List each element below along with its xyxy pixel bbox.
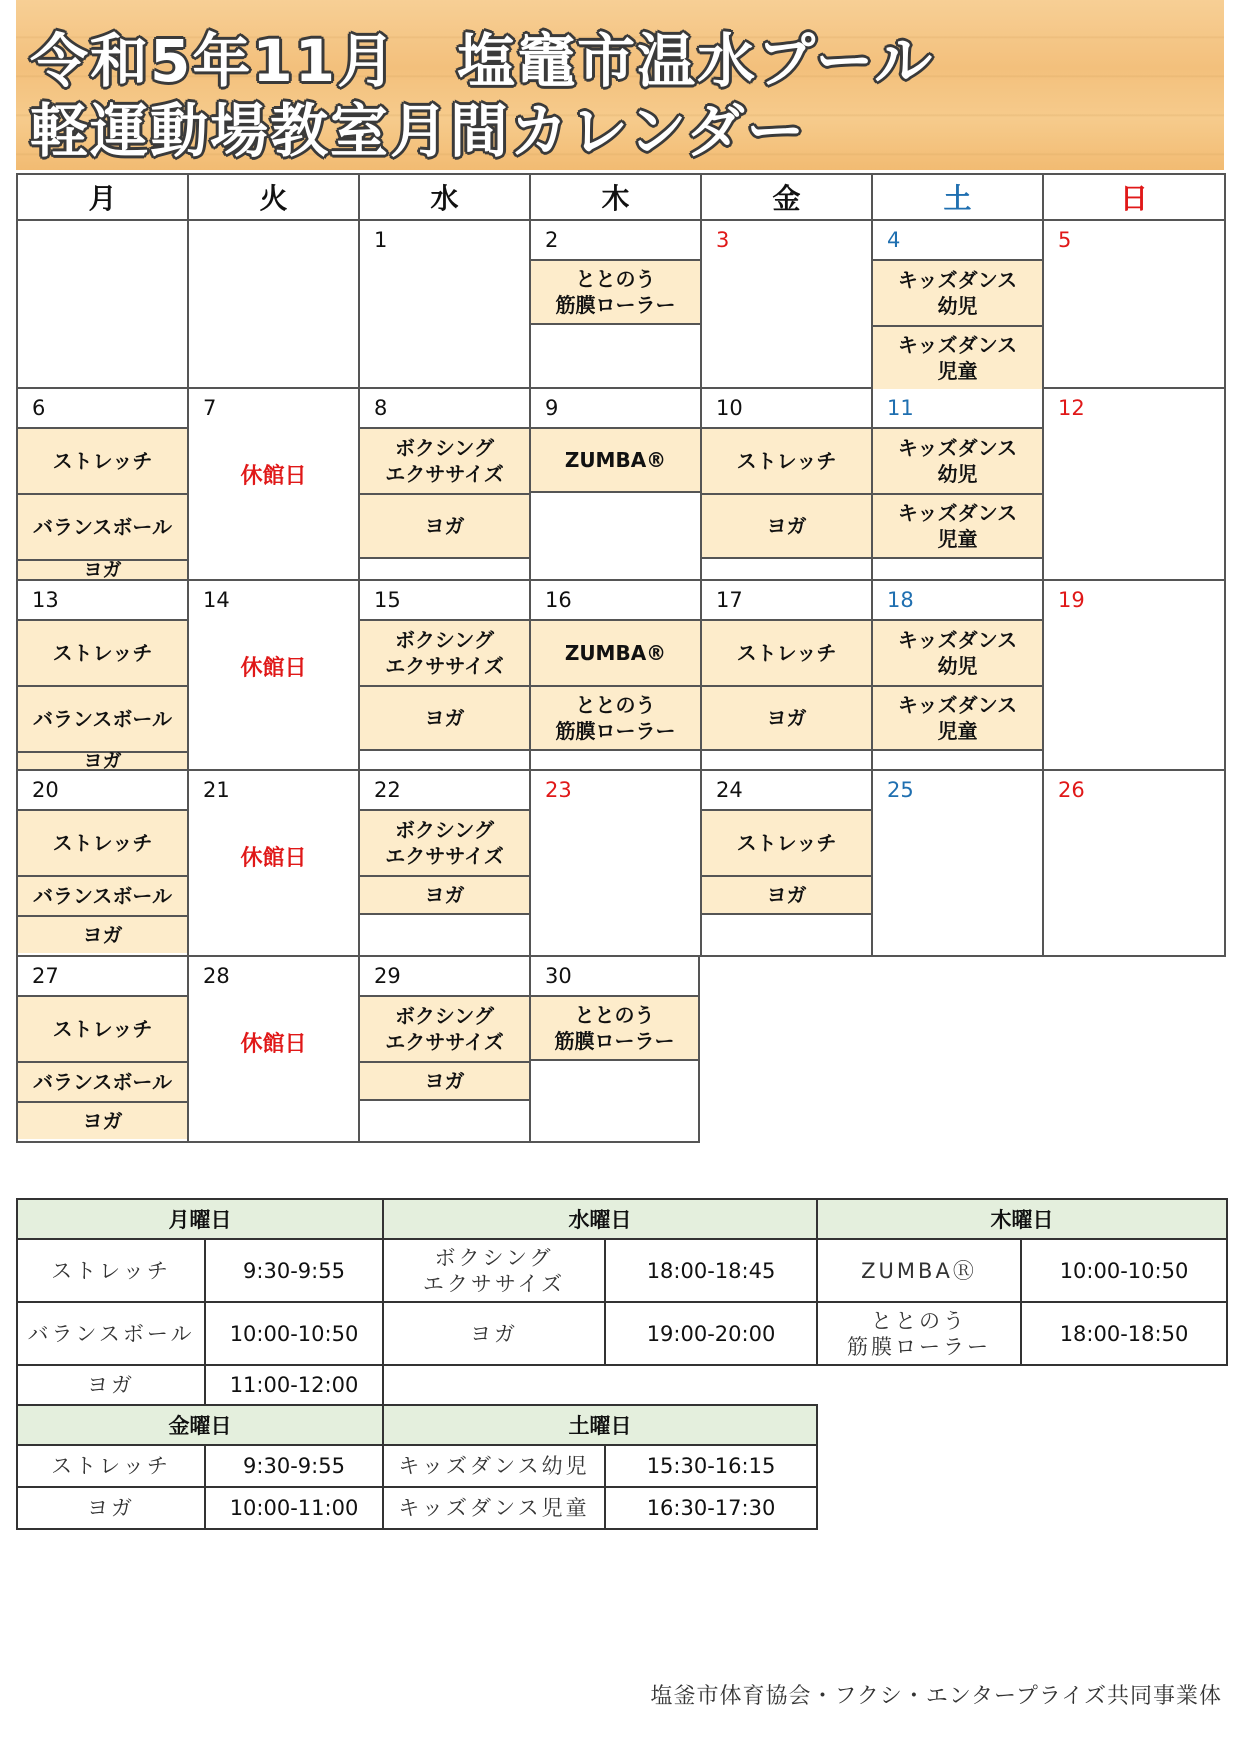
closed-label: 休館日: [240, 1032, 307, 1057]
event-yoga: ヨガ: [18, 915, 187, 953]
day-number: 14: [203, 588, 230, 612]
header-banner: [16, 0, 1224, 170]
event-boxing: ボクシング エクササイズ: [360, 995, 529, 1061]
event-yoga: ヨガ: [18, 559, 187, 579]
day-number: 28: [203, 964, 230, 988]
day-number: 27: [32, 964, 59, 988]
day-number: 10: [716, 396, 743, 420]
day-cell-30: [529, 957, 700, 1143]
day-cell-9: [529, 389, 700, 581]
event-totonou: ととのう 筋膜ローラー: [531, 685, 700, 751]
class-time: 18:00-18:50: [1021, 1302, 1227, 1365]
title-line-1: 令和5年11月 塩竈市温水プール: [30, 27, 935, 95]
class-name: ボクシング エクササイズ: [383, 1239, 605, 1302]
event-kids-dance-infant: キッズダンス 幼児: [873, 427, 1042, 493]
schedule-header-mon: 月曜日: [17, 1199, 383, 1239]
event-totonou: ととのう 筋膜ローラー: [531, 259, 700, 325]
schedule-header-thu: 木曜日: [817, 1199, 1227, 1239]
day-cell-2: [529, 221, 700, 389]
title-line-2: 軽運動場教室月間カレンダー: [30, 97, 807, 165]
day-cell-27: [16, 957, 187, 1143]
day-number: 11: [887, 396, 914, 420]
closed-label: 休館日: [240, 846, 307, 871]
class-time: 9:30-9:55: [205, 1445, 383, 1487]
day-number: 26: [1058, 778, 1085, 802]
day-cell-1: [358, 221, 529, 389]
day-cell-19: [1042, 581, 1226, 771]
day-cell-15: [358, 581, 529, 771]
event-kids-dance-child: キッズダンス 児童: [873, 493, 1042, 559]
day-cell-25: [871, 771, 1042, 957]
weekday-header: [16, 173, 1226, 221]
day-number: 8: [374, 396, 388, 420]
class-time: 9:30-9:55: [205, 1239, 383, 1302]
calendar-week-5: [16, 957, 1226, 1143]
day-number: 12: [1058, 396, 1085, 420]
closed-label: 休館日: [240, 656, 307, 681]
day-number: 4: [887, 228, 901, 252]
day-number: 16: [545, 588, 572, 612]
weekday-tue: 火: [187, 173, 358, 221]
calendar-week-2: [16, 389, 1226, 581]
schedule-table: [16, 1198, 1228, 1530]
weekday-fri: 金: [700, 173, 871, 221]
class-time: 16:30-17:30: [605, 1487, 817, 1529]
schedule-header-fri: 金曜日: [17, 1405, 383, 1445]
day-cell-5: [1042, 221, 1226, 389]
event-kids-dance-child: キッズダンス 児童: [873, 685, 1042, 751]
class-time: 10:00-10:50: [1021, 1239, 1227, 1302]
day-cell-14: [187, 581, 358, 771]
day-cell-26: [1042, 771, 1226, 957]
day-cell-24: [700, 771, 871, 957]
event-yoga: ヨガ: [702, 685, 871, 751]
class-time: 15:30-16:15: [605, 1445, 817, 1487]
event-zumba: ZUMBA®: [531, 427, 700, 493]
event-stretch: ストレッチ: [18, 619, 187, 685]
class-name: ストレッチ: [17, 1239, 205, 1302]
weekday-mon: 月: [16, 173, 187, 221]
day-cell-7: [187, 389, 358, 581]
event-boxing: ボクシング エクササイズ: [360, 619, 529, 685]
day-number: 20: [32, 778, 59, 802]
day-number: 23: [545, 778, 572, 802]
schedule-header-sat: 土曜日: [383, 1405, 817, 1445]
class-time: 10:00-10:50: [205, 1302, 383, 1365]
event-kids-dance-infant: キッズダンス 幼児: [873, 259, 1042, 325]
weekday-wed: 水: [358, 173, 529, 221]
day-cell-13: [16, 581, 187, 771]
event-stretch: ストレッチ: [18, 809, 187, 875]
day-number: 7: [203, 396, 217, 420]
event-yoga: ヨガ: [360, 1061, 529, 1101]
event-yoga: ヨガ: [360, 493, 529, 559]
day-cell-21: [187, 771, 358, 957]
class-time: 19:00-20:00: [605, 1302, 817, 1365]
day-cell-4: [871, 221, 1042, 389]
calendar-week-4: [16, 771, 1226, 957]
day-number: 24: [716, 778, 743, 802]
class-name: ヨガ: [383, 1302, 605, 1365]
day-cell-12: [1042, 389, 1226, 581]
class-name: ZUMBAⓇ: [817, 1239, 1021, 1302]
event-balance-ball: バランスボール: [18, 493, 187, 559]
event-stretch: ストレッチ: [18, 427, 187, 493]
day-cell-28: [187, 957, 358, 1143]
class-name: バランスボール: [17, 1302, 205, 1365]
event-kids-dance-infant: キッズダンス 幼児: [873, 619, 1042, 685]
schedule-header-wed: 水曜日: [383, 1199, 817, 1239]
day-cell-29: [358, 957, 529, 1143]
class-time: 18:00-18:45: [605, 1239, 817, 1302]
event-yoga: ヨガ: [360, 685, 529, 751]
day-number: 22: [374, 778, 401, 802]
day-number: 29: [374, 964, 401, 988]
event-yoga: ヨガ: [18, 751, 187, 769]
class-name: キッズダンス児童: [383, 1487, 605, 1529]
day-number: 6: [32, 396, 46, 420]
day-number: 18: [887, 588, 914, 612]
class-name: キッズダンス幼児: [383, 1445, 605, 1487]
day-cell-empty: [16, 221, 187, 389]
event-stretch: ストレッチ: [702, 809, 871, 875]
class-time: 10:00-11:00: [205, 1487, 383, 1529]
event-balance-ball: バランスボール: [18, 1061, 187, 1101]
day-number: 2: [545, 228, 559, 252]
weekday-sat: 土: [871, 173, 1042, 221]
calendar: [16, 173, 1226, 1143]
day-cell-3: [700, 221, 871, 389]
event-yoga: ヨガ: [18, 1101, 187, 1139]
day-number: 15: [374, 588, 401, 612]
event-yoga: ヨガ: [702, 493, 871, 559]
class-time: 11:00-12:00: [205, 1365, 383, 1405]
day-cell-11: [871, 389, 1042, 581]
day-cell-17: [700, 581, 871, 771]
class-name: ととのう 筋膜ローラー: [817, 1302, 1021, 1365]
event-balance-ball: バランスボール: [18, 875, 187, 915]
day-number: 25: [887, 778, 914, 802]
day-number: 5: [1058, 228, 1072, 252]
class-name: ヨガ: [17, 1365, 205, 1405]
day-number: 30: [545, 964, 572, 988]
day-cell-empty: [187, 221, 358, 389]
day-number: 9: [545, 396, 559, 420]
event-balance-ball: バランスボール: [18, 685, 187, 751]
day-number: 21: [203, 778, 230, 802]
event-stretch: ストレッチ: [18, 995, 187, 1061]
event-boxing: ボクシング エクササイズ: [360, 427, 529, 493]
event-zumba: ZUMBA®: [531, 619, 700, 685]
footer-organization: 塩釜市体育協会・フクシ・エンタープライズ共同事業体: [650, 1684, 1222, 1709]
event-yoga: ヨガ: [360, 875, 529, 915]
calendar-week-3: [16, 581, 1226, 771]
event-stretch: ストレッチ: [702, 427, 871, 493]
day-cell-23: [529, 771, 700, 957]
day-cell-18: [871, 581, 1042, 771]
day-cell-8: [358, 389, 529, 581]
event-stretch: ストレッチ: [702, 619, 871, 685]
day-cell-22: [358, 771, 529, 957]
event-boxing: ボクシング エクササイズ: [360, 809, 529, 875]
day-number: 1: [374, 228, 388, 252]
day-cell-6: [16, 389, 187, 581]
day-cell-16: [529, 581, 700, 771]
day-cell-10: [700, 389, 871, 581]
day-number: 3: [716, 228, 730, 252]
closed-label: 休館日: [240, 464, 307, 489]
day-cell-20: [16, 771, 187, 957]
day-number: 17: [716, 588, 743, 612]
day-number: 19: [1058, 588, 1085, 612]
event-totonou: ととのう 筋膜ローラー: [531, 995, 698, 1061]
weekday-sun: 日: [1042, 173, 1226, 221]
day-number: 13: [32, 588, 59, 612]
class-name: ストレッチ: [17, 1445, 205, 1487]
event-yoga: ヨガ: [702, 875, 871, 915]
event-kids-dance-child: キッズダンス 児童: [873, 325, 1042, 389]
class-name: ヨガ: [17, 1487, 205, 1529]
calendar-week-1: [16, 221, 1226, 389]
weekday-thu: 木: [529, 173, 700, 221]
